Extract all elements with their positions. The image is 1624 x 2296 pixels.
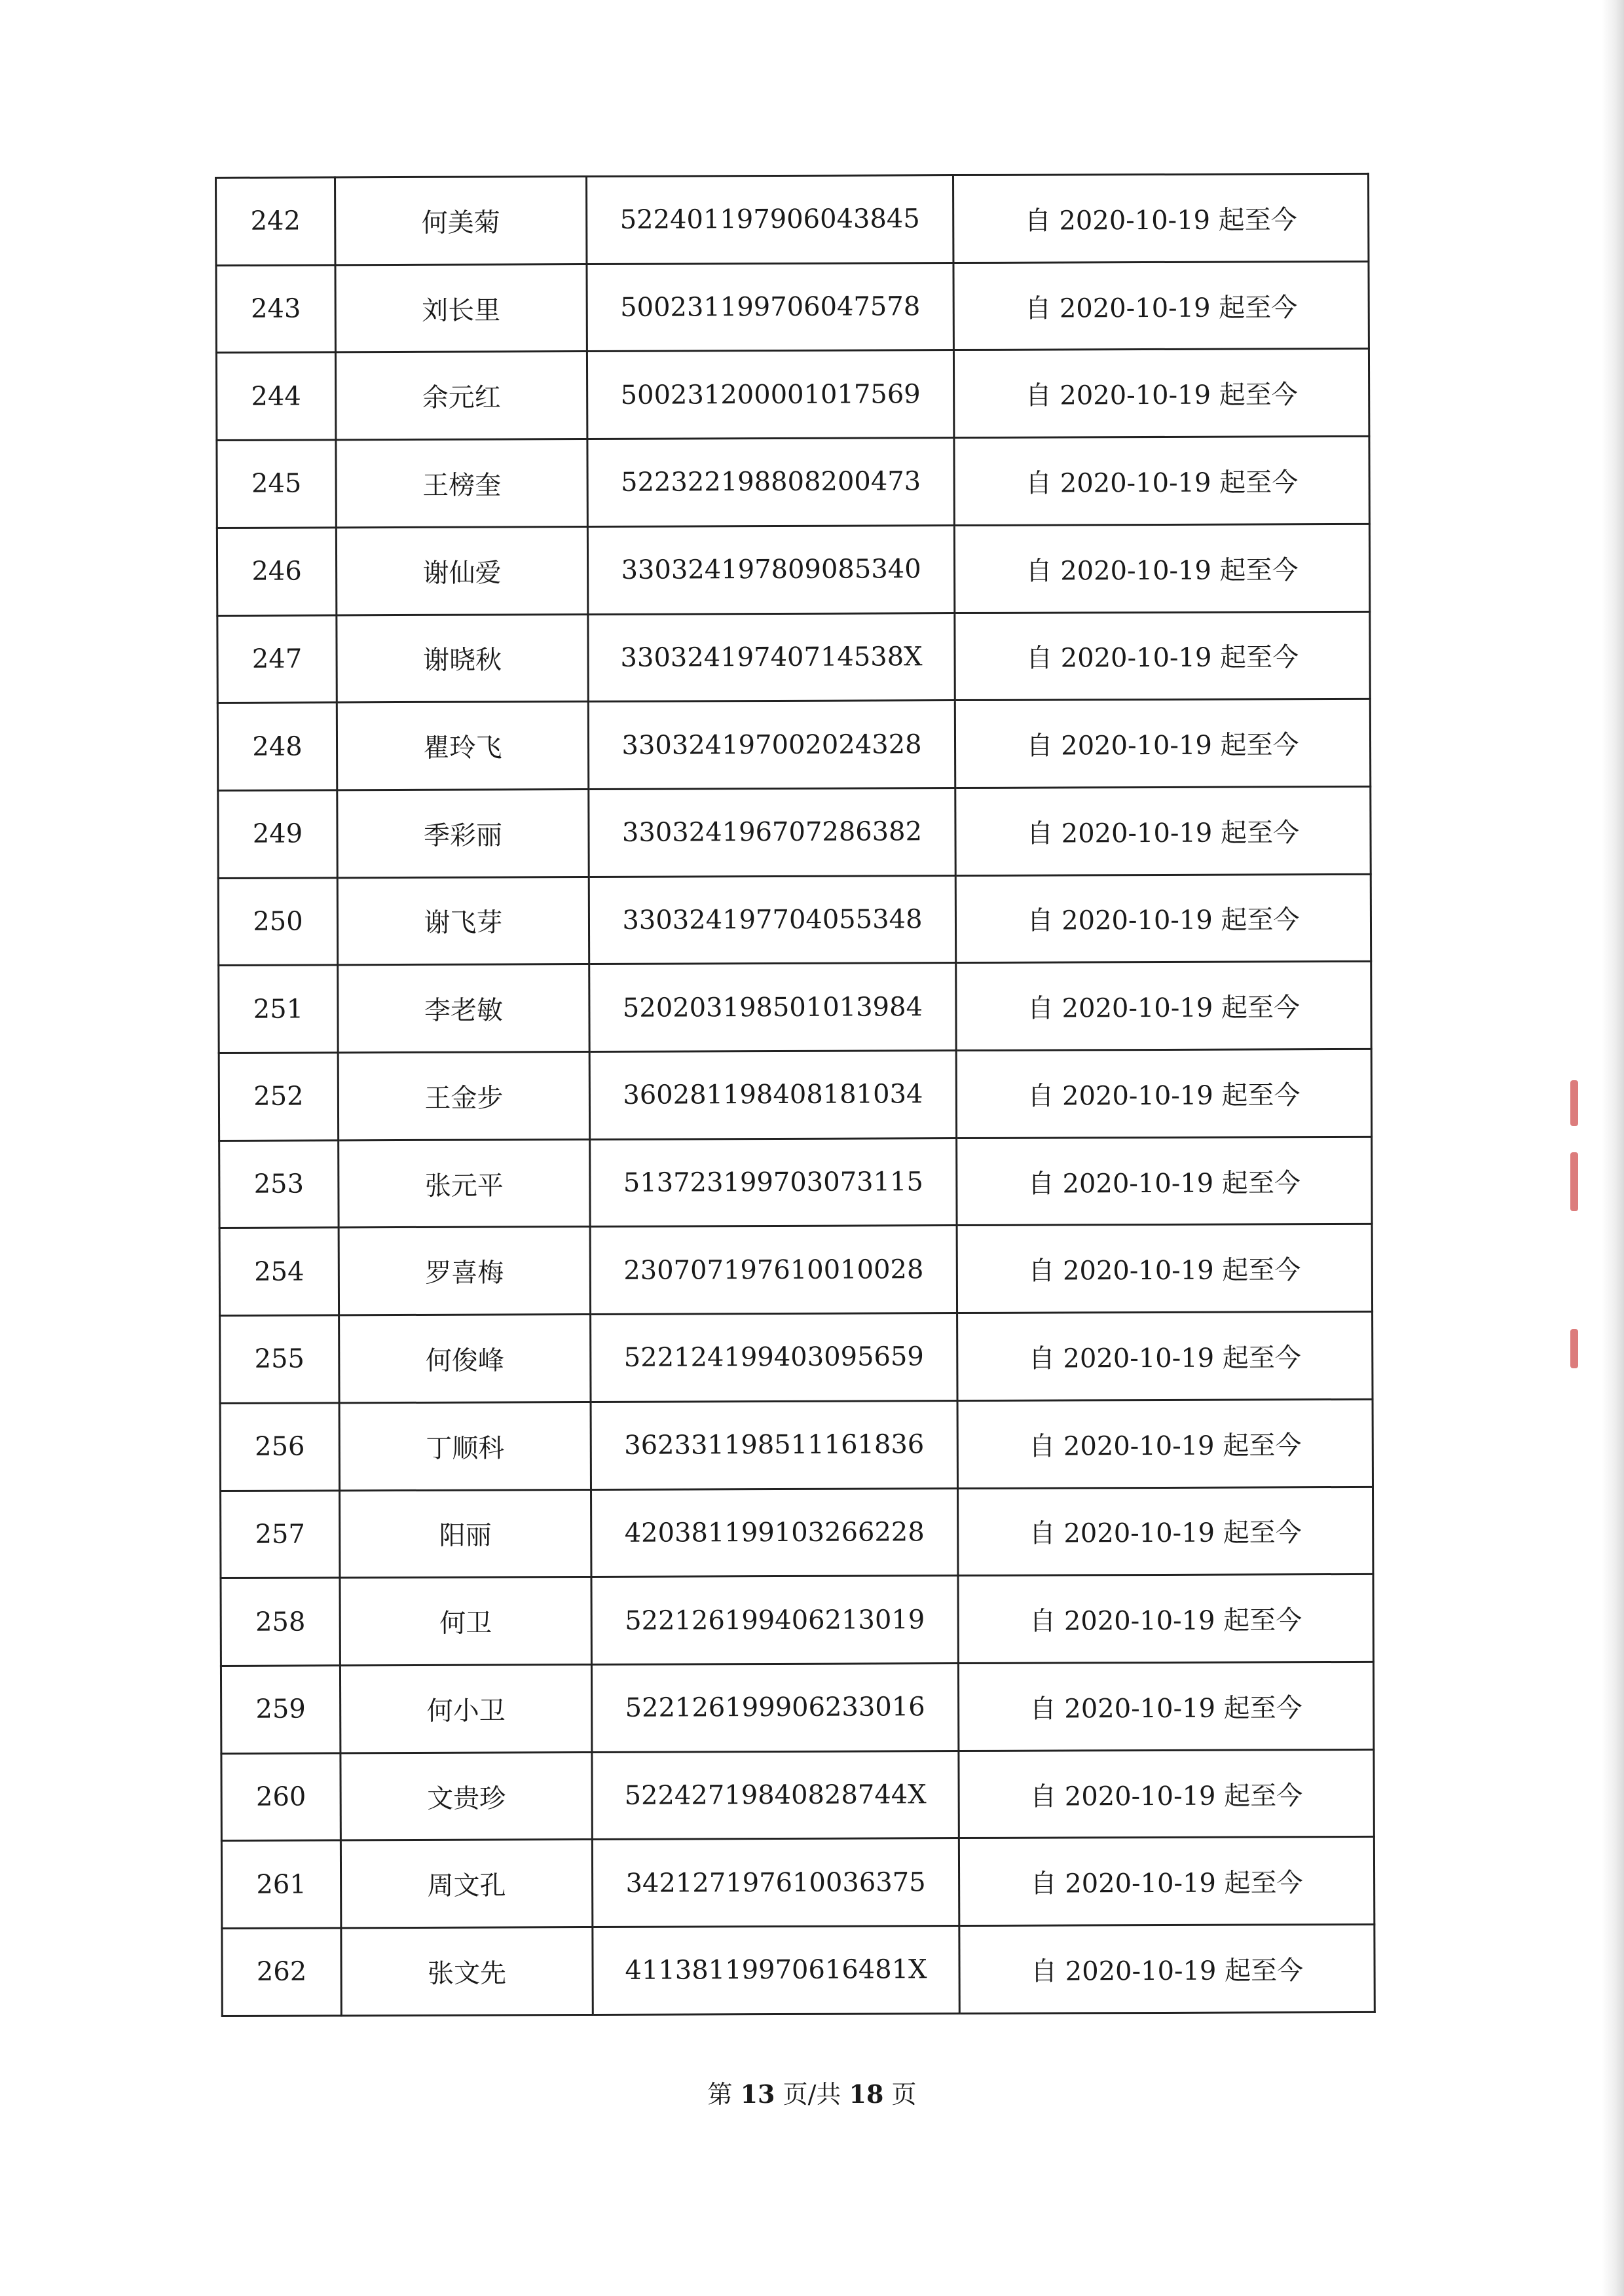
id-number-cell: 330324197704055348 [589, 875, 955, 964]
table-row [221, 1837, 1374, 1929]
name-cell: 刘长里 [335, 264, 587, 352]
table-row [220, 1399, 1373, 1491]
name-cell: 谢晓秋 [337, 614, 588, 702]
footer-prefix: 第 [707, 2080, 733, 2109]
seal-fragment [1570, 1080, 1578, 1126]
period-cell: 自 2020-10-19 起至今 [954, 436, 1369, 525]
name-cell: 何美菊 [335, 177, 587, 265]
id-number-cell: 513723199703073115 [590, 1138, 957, 1227]
row-number-cell: 257 [221, 1490, 340, 1578]
period-cell: 自 2020-10-19 起至今 [957, 1224, 1372, 1313]
row-number-cell: 253 [219, 1140, 339, 1228]
row-number-cell: 258 [221, 1578, 340, 1666]
name-cell: 何小卫 [340, 1664, 591, 1753]
id-number-cell: 522401197906043845 [587, 175, 953, 264]
row-number-cell: 245 [217, 440, 336, 528]
id-number-cell: 500231199706047578 [587, 263, 953, 352]
table-row [219, 1049, 1371, 1140]
row-number-cell: 251 [219, 965, 338, 1053]
period-cell: 自 2020-10-19 起至今 [959, 1924, 1375, 2013]
period-cell: 自 2020-10-19 起至今 [953, 173, 1368, 263]
period-cell: 自 2020-10-19 起至今 [958, 1662, 1373, 1751]
name-cell: 谢仙爱 [336, 526, 587, 615]
table-row [217, 699, 1370, 791]
name-cell: 王榜奎 [336, 439, 587, 528]
id-number-cell: 362331198511161836 [591, 1400, 957, 1489]
seal-fragment [1570, 1329, 1578, 1368]
table-row [221, 1575, 1373, 1666]
id-number-cell: 522124199403095659 [591, 1313, 957, 1402]
row-number-cell: 259 [221, 1666, 340, 1753]
name-cell: 何卫 [340, 1577, 591, 1666]
table-row [222, 1924, 1375, 2016]
row-number-cell: 261 [221, 1840, 341, 1928]
name-cell: 张元平 [339, 1139, 590, 1228]
table-row [219, 1137, 1372, 1228]
table-row [221, 1662, 1373, 1753]
id-number-cell: 230707197610010028 [590, 1226, 957, 1315]
name-cell: 阳丽 [340, 1489, 591, 1578]
name-cell: 谢飞芽 [337, 877, 589, 965]
row-number-cell: 249 [218, 790, 337, 878]
period-cell: 自 2020-10-19 起至今 [957, 1487, 1373, 1576]
current-page-number: 13 [740, 2079, 775, 2109]
row-number-cell: 254 [219, 1228, 339, 1315]
period-cell: 自 2020-10-19 起至今 [955, 786, 1371, 875]
id-number-cell: 330324196707286382 [589, 788, 955, 877]
id-number-cell: 41138119970616481X [593, 1926, 959, 2015]
id-number-cell: 522126199906233016 [591, 1664, 958, 1753]
name-cell: 文贵珍 [341, 1752, 592, 1840]
roster-table-body [216, 173, 1375, 2016]
row-number-cell: 260 [221, 1753, 341, 1841]
name-cell: 何俊峰 [339, 1315, 591, 1403]
period-cell: 自 2020-10-19 起至今 [957, 1399, 1373, 1488]
id-number-cell: 522322198808200473 [587, 438, 954, 527]
row-number-cell: 247 [217, 615, 337, 702]
period-cell: 自 2020-10-19 起至今 [957, 1137, 1372, 1226]
row-number-cell: 246 [217, 528, 336, 615]
period-cell: 自 2020-10-19 起至今 [956, 1049, 1371, 1138]
period-cell: 自 2020-10-19 起至今 [958, 1575, 1373, 1664]
name-cell: 季彩丽 [337, 789, 589, 877]
id-number-cell: 33032419740714538X [588, 613, 955, 702]
footer-middle: 页/共 [783, 2080, 841, 2109]
name-cell: 罗喜梅 [339, 1227, 590, 1315]
table-row [216, 261, 1369, 353]
table-row [217, 524, 1369, 615]
name-cell: 余元红 [335, 352, 587, 440]
period-cell: 自 2020-10-19 起至今 [955, 611, 1370, 701]
page-footer [0, 2074, 1624, 2110]
period-cell: 自 2020-10-19 起至今 [959, 1749, 1374, 1838]
name-cell: 王金步 [338, 1052, 589, 1140]
name-cell: 周文孔 [341, 1840, 592, 1928]
period-cell: 自 2020-10-19 起至今 [955, 874, 1371, 963]
roster-table [215, 173, 1376, 2017]
id-number-cell: 522126199406213019 [591, 1576, 958, 1665]
table-row [218, 786, 1371, 878]
table-row [217, 436, 1369, 528]
id-number-cell: 342127197610036375 [592, 1838, 959, 1927]
id-number-cell: 500231200001017569 [587, 350, 953, 439]
period-cell: 自 2020-10-19 起至今 [959, 1837, 1374, 1926]
period-cell: 自 2020-10-19 起至今 [955, 699, 1370, 788]
period-cell: 自 2020-10-19 起至今 [953, 349, 1369, 438]
row-number-cell: 244 [216, 352, 335, 440]
table-row [220, 1311, 1373, 1403]
scan-edge-shadow [1602, 0, 1624, 2296]
row-number-cell: 248 [217, 702, 337, 790]
table-row [219, 962, 1371, 1053]
table-row [217, 611, 1370, 703]
id-number-cell: 330324197002024328 [588, 701, 955, 790]
table-row [216, 349, 1369, 441]
table-row [221, 1749, 1374, 1841]
row-number-cell: 256 [220, 1403, 339, 1491]
row-number-cell: 252 [219, 1053, 338, 1140]
row-number-cell: 242 [216, 177, 335, 265]
total-pages-number: 18 [849, 2079, 884, 2109]
table-row [218, 874, 1371, 966]
table-row [216, 173, 1369, 265]
id-number-cell: 420381199103266228 [591, 1488, 958, 1577]
seal-fragment [1570, 1152, 1578, 1211]
row-number-cell: 262 [222, 1928, 341, 2016]
id-number-cell: 360281198408181034 [589, 1051, 956, 1140]
row-number-cell: 255 [220, 1315, 339, 1403]
name-cell: 瞿玲飞 [337, 702, 588, 790]
period-cell: 自 2020-10-19 起至今 [956, 962, 1371, 1051]
footer-suffix: 页 [891, 2080, 917, 2109]
name-cell: 丁顺科 [339, 1402, 591, 1490]
name-cell: 张文先 [341, 1927, 593, 2016]
table-row [219, 1224, 1372, 1316]
row-number-cell: 243 [216, 265, 335, 353]
period-cell: 自 2020-10-19 起至今 [954, 524, 1369, 613]
row-number-cell: 250 [218, 877, 337, 965]
id-number-cell: 520203198501013984 [589, 963, 956, 1052]
id-number-cell: 330324197809085340 [587, 525, 954, 614]
period-cell: 自 2020-10-19 起至今 [957, 1311, 1373, 1400]
period-cell: 自 2020-10-19 起至今 [953, 261, 1369, 350]
name-cell: 李老敏 [338, 964, 589, 1053]
id-number-cell: 52242719840828744X [592, 1751, 959, 1840]
table-row [221, 1487, 1373, 1578]
